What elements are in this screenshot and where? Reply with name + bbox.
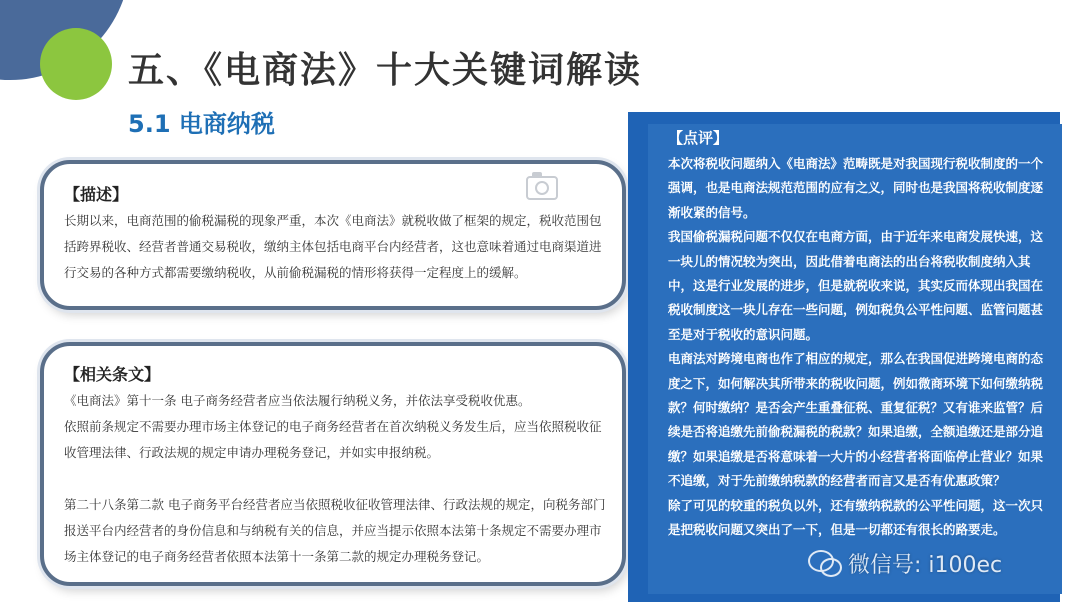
camera-icon — [526, 176, 558, 200]
description-heading: 【描述】 — [64, 185, 129, 204]
comment-paragraph: 除了可见的较重的税负以外，还有缴纳税款的公平性问题，这一次只是把税收问题又突出了一下，但是一切都还有很长的路要走。 — [668, 497, 1044, 538]
watermark-text: 微信号: i100ec — [848, 552, 1003, 578]
law-paragraph: 依照前条规定不需要办理市场主体登记的电子商务经营者在首次纳税义务发生后，应当依照税收征收管理法律、行政法规的规定申请办理税务登记，并如实申报纳税。 — [64, 419, 602, 460]
comment-paragraph: 我国偷税漏税问题不仅仅在电商方面，由于近年来电商发展快速，这一块儿的情况较为突出，因此借着电商法的出台将税收制度纳入其中，这是行业发展的进步，但是就税收来说，其实反而体现出我国在税收制度这一块儿存在一些问题，例如税负公平性问题、监管问题甚至是对于税收的意识问题。 — [668, 229, 1044, 342]
slide-title: 五、《电商法》十大关键词解读 — [128, 50, 643, 91]
law-paragraph: 第二十八条第二款 电子商务平台经营者应当依照税收征收管理法律、行政法规的规定，向税务部门报送平台内经营者的身份信息和与纳税有关的信息，并应当提示依照本法第十条规定不需要办理市场主体登记的电子商务经营者依照本法第十一条第二款的规定办理税务登记。 — [64, 497, 606, 564]
comment-paragraph: 本次将税收问题纳入《电商法》范畴既是对我国现行税收制度的一个强调，也是电商法规范范围的应有之义，同时也是我国将税收制度逐渐收紧的信号。 — [668, 156, 1044, 220]
law-articles-box — [40, 342, 626, 586]
wechat-watermark — [808, 548, 1002, 578]
description-text: 长期以来，电商范围的偷税漏税的现象严重，本次《电商法》就税收做了框架的规定，税收范围包括跨界税收、经营者普通交易税收，缴纳主体包括电商平台内经营者，这也意味着通过电商渠道进行交易的各种方式都需要缴纳税收，从前偷税漏税的情形将获得一定程度上的缓解。 — [64, 213, 602, 280]
slide-subtitle: 5.1 电商纳税 — [128, 110, 275, 138]
comment-text — [668, 152, 1044, 543]
decorative-green-circle — [40, 28, 112, 100]
law-heading: 【相关条文】 — [64, 365, 161, 384]
wechat-icon — [808, 550, 842, 576]
law-paragraph: 《电商法》第十一条 电子商务经营者应当依法履行纳税义务，并依法享受税收优惠。 — [64, 393, 531, 408]
comment-paragraph: 电商法对跨境电商也作了相应的规定，那么在我国促进跨境电商的态度之下，如何解决其所带来的税收问题，例如微商环境下如何缴纳税款？何时缴纳？是否会产生重叠征税、重复征税？又有谁来监管？后续是否将追缴先前偷税漏税的税款？如果追缴，全额追缴还是部分追缴？如果追缴是否将意味着一大片的小经营者将面临停止营业？如果不追缴，对于先前缴纳税款的经营者而言又是否有优惠政策？ — [668, 351, 1044, 489]
comment-heading: 【点评】 — [668, 129, 729, 147]
paragraph-spacer — [64, 466, 608, 492]
law-text — [64, 388, 608, 570]
